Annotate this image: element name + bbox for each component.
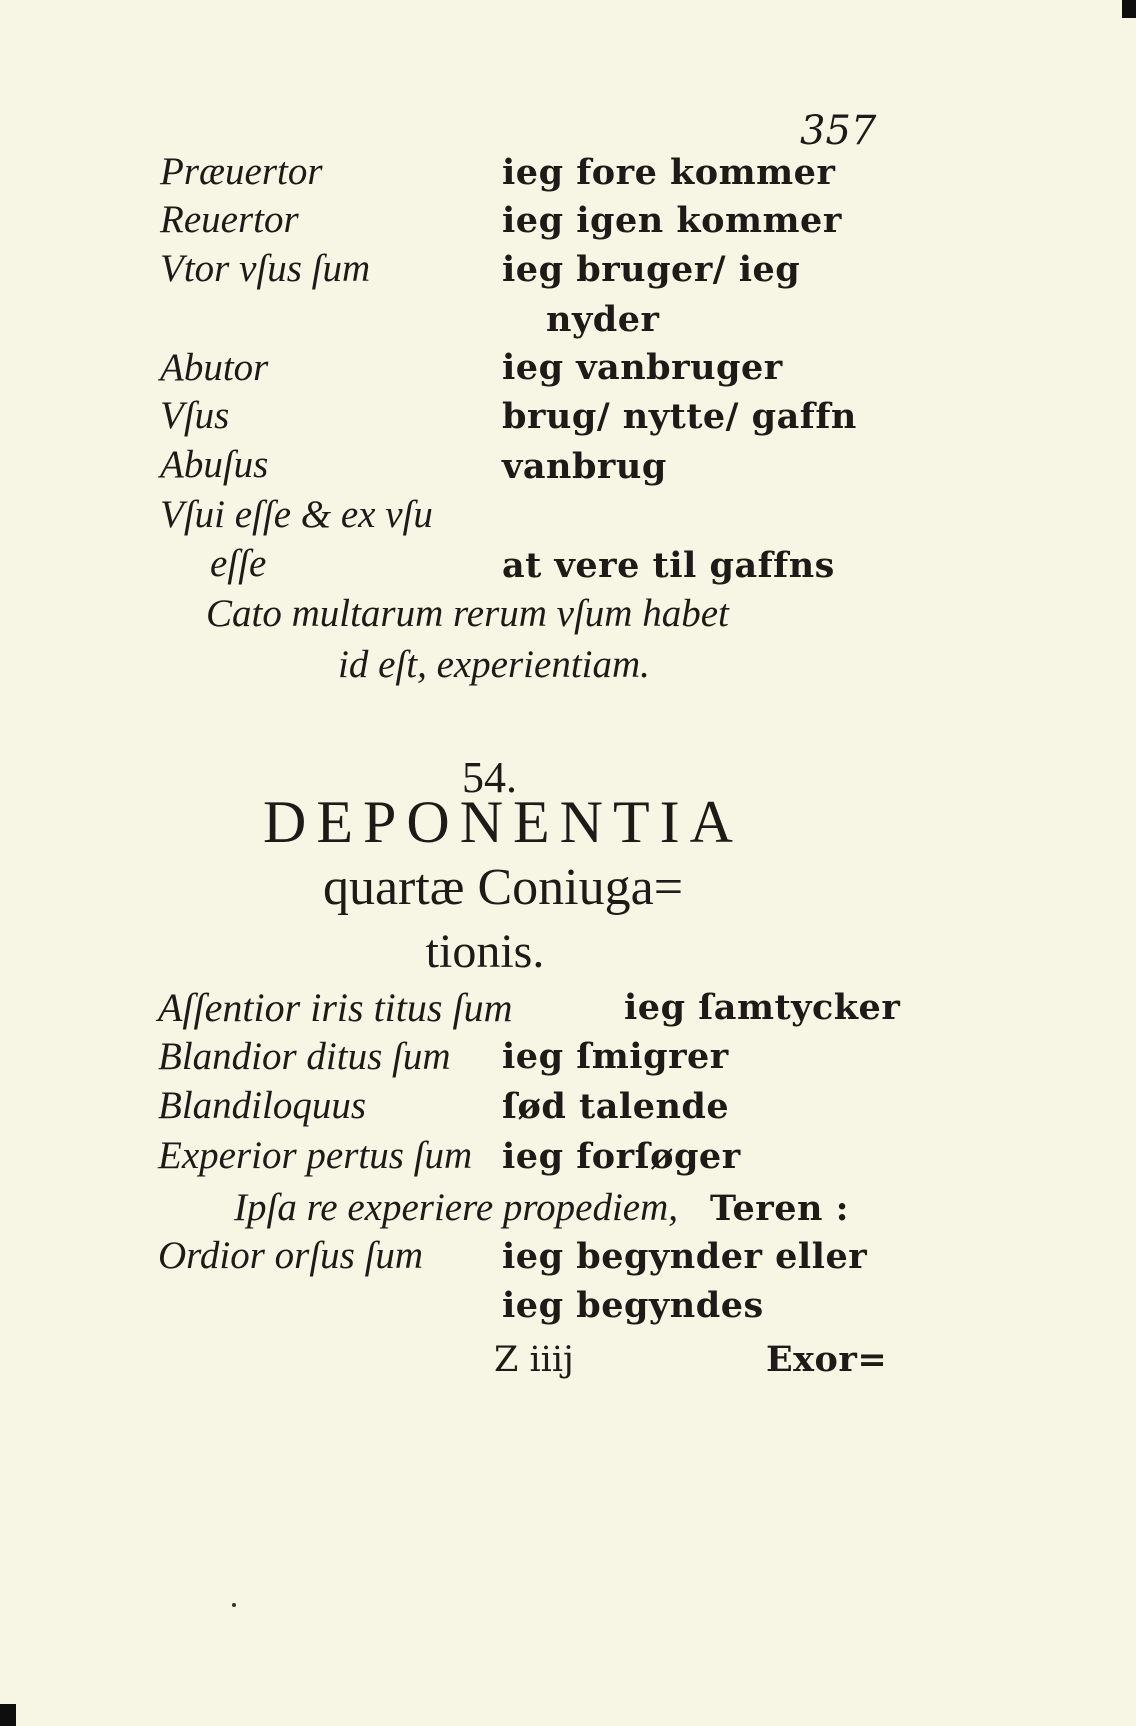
latin-term: Præuertor — [160, 150, 323, 193]
latin-term: Blandiloquus — [158, 1084, 367, 1127]
danish-gloss-continuation: ieg begyndes — [502, 1285, 764, 1326]
section-number: 54. — [462, 753, 517, 802]
latin-term: Vtor vſus ſum — [160, 247, 371, 290]
danish-gloss: ieg vanbruger — [502, 347, 783, 388]
danish-gloss: vanbrug — [502, 446, 667, 487]
example-quote: id eſt, experientiam. — [338, 643, 650, 686]
scan-edge-mark — [0, 1704, 16, 1726]
latin-term: Aſſentior iris titus ſum — [158, 985, 513, 1030]
danish-gloss: ieg fore kommer — [502, 152, 836, 193]
danish-gloss: brug/ nytte/ gaffn — [502, 396, 857, 437]
example-quote: Cato multarum rerum vſum habet — [206, 592, 729, 635]
latin-term: eſſe — [210, 542, 267, 585]
latin-term: Abuſus — [160, 443, 269, 486]
section-subtitle: tionis. — [425, 925, 545, 978]
latin-term: Ordior orſus ſum — [158, 1234, 424, 1277]
quote-source: Teren : — [710, 1188, 850, 1229]
latin-term: Abutor — [160, 346, 269, 389]
danish-gloss-continuation: nyder — [546, 299, 660, 340]
scan-edge-mark — [1122, 0, 1136, 18]
section-title: DEPONENTIA — [263, 789, 743, 855]
danish-gloss: ieg ſmigrer — [502, 1036, 729, 1077]
latin-term: Experior pertus ſum — [158, 1134, 473, 1177]
example-quote: Ipſa re experiere propediem, — [234, 1186, 679, 1229]
latin-term: Vſus — [160, 394, 230, 437]
danish-gloss: ieg forſøger — [502, 1136, 741, 1177]
danish-gloss: ieg bruger/ ieg — [502, 249, 801, 290]
section-subtitle: quartæ Coniuga= — [322, 859, 684, 916]
signature-mark: Z iiij — [494, 1340, 574, 1380]
danish-gloss: ieg igen kommer — [502, 200, 842, 241]
latin-term: Blandior ditus ſum — [158, 1035, 451, 1078]
danish-gloss: at vere til gaffns — [502, 545, 835, 586]
stray-mark — [232, 1603, 236, 1607]
latin-term: Reuertor — [160, 198, 299, 241]
catchword: Exor= — [766, 1339, 888, 1380]
danish-gloss: ieg begynder eller — [502, 1236, 868, 1277]
latin-term: Vſui eſſe & ex vſu — [160, 493, 433, 536]
danish-gloss: ſød talende — [502, 1086, 730, 1127]
page-number: 357 — [800, 108, 877, 154]
danish-gloss: ieg ſamtycker — [624, 987, 901, 1028]
